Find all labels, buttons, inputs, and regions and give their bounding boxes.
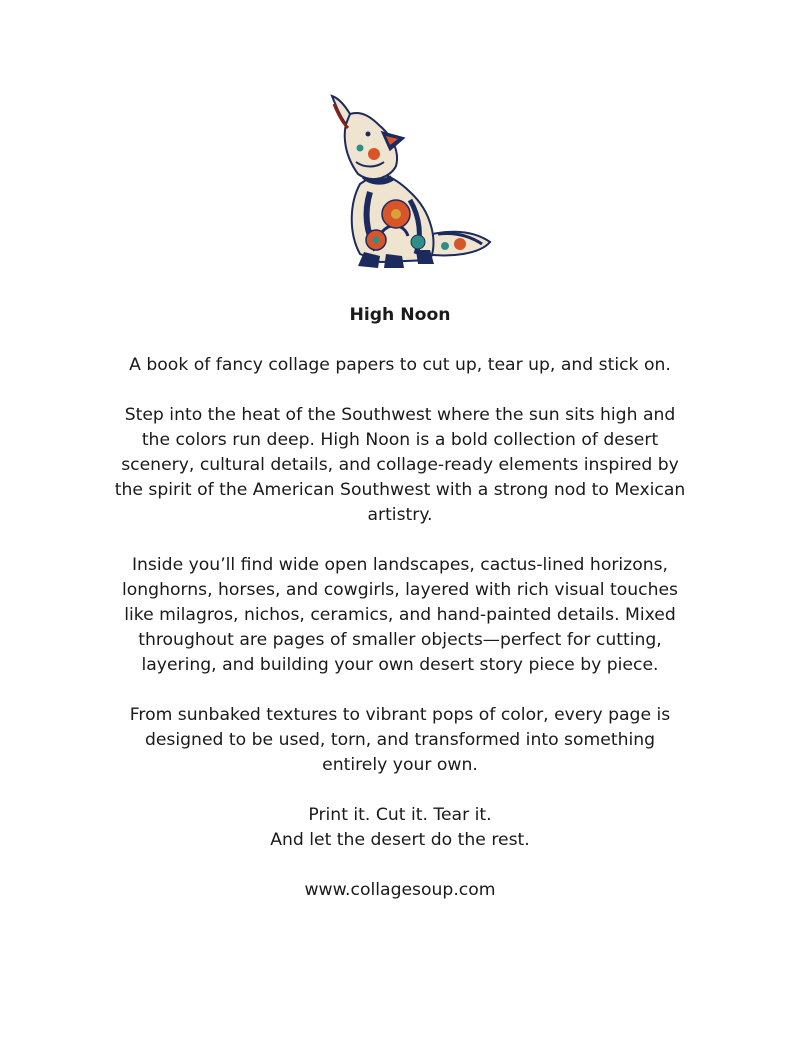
tagline: A book of fancy collage papers to cut up, tear up, and stick on. [129, 355, 671, 375]
howling-coyote-figurine-icon [320, 92, 496, 272]
paragraph-line: layering, and building your own desert story piece by piece. [141, 655, 659, 675]
paragraph-line: the spirit of the American Southwest with a strong nod to Mexican [114, 480, 686, 500]
website-link[interactable]: www.collagesoup.com [304, 880, 496, 900]
paragraph-intro [100, 403, 700, 528]
paragraph-line: Inside you’ll find wide open landscapes, cactus-lined horizons, [131, 555, 669, 575]
closing-lines [100, 803, 700, 853]
paragraph-line: From sunbaked textures to vibrant pops of color, every page is [129, 705, 671, 725]
paragraph-textures [100, 703, 700, 778]
document-title: High Noon [349, 305, 451, 325]
paragraph-line: the colors run deep. High Noon is a bold collection of desert [141, 430, 659, 450]
closing-line: Print it. Cut it. Tear it. [308, 805, 492, 825]
paragraph-line: longhorns, horses, and cowgirls, layered with rich visual touches [121, 580, 678, 600]
document-body [100, 303, 700, 903]
paragraph-line: scenery, cultural details, and collage-ready elements inspired by [121, 455, 679, 475]
paragraph-line: like milagros, nichos, ceramics, and hand-painted details. Mixed [124, 605, 676, 625]
paragraph-line: designed to be used, torn, and transformed into something [144, 730, 656, 750]
paragraph-line: Step into the heat of the Southwest where the sun sits high and [124, 405, 676, 425]
closing-line: And let the desert do the rest. [270, 830, 530, 850]
paragraph-line: entirely your own. [322, 755, 478, 775]
paragraph-line: artistry. [367, 505, 433, 525]
paragraph-contents [100, 553, 700, 678]
paragraph-line: throughout are pages of smaller objects—perfect for cutting, [138, 630, 662, 650]
